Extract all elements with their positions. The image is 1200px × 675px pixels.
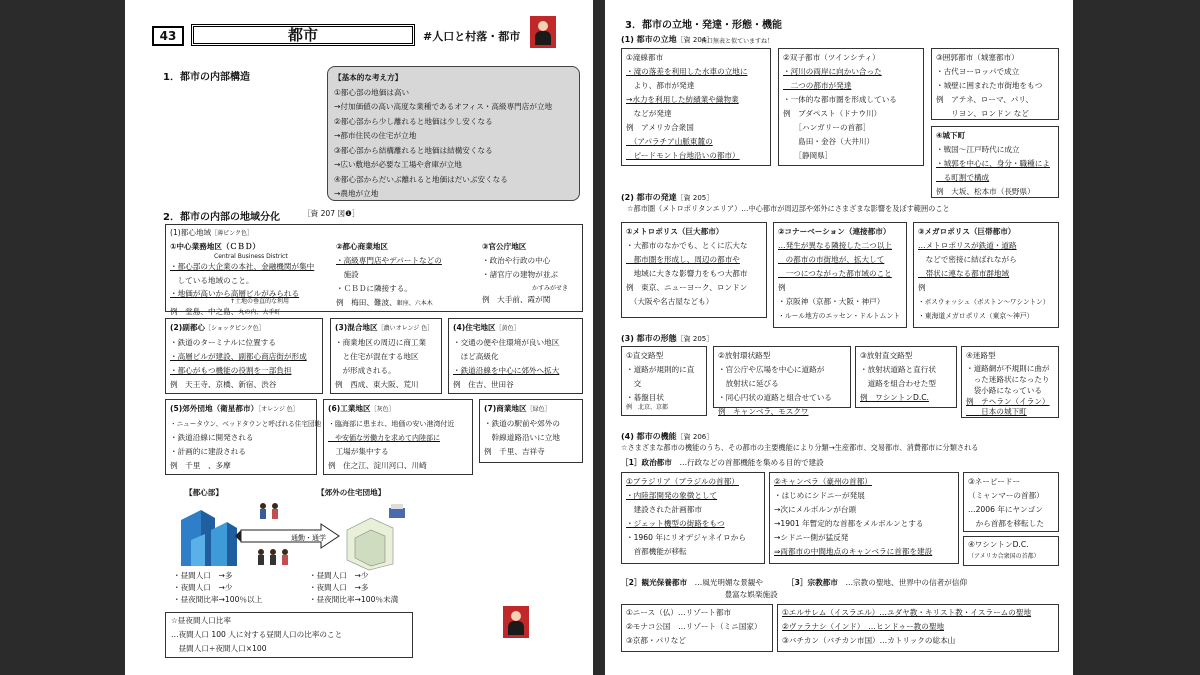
dev1-line: 都市圏を形成し、周辺の都市や — [626, 255, 740, 264]
zone1-cbd — [170, 240, 330, 316]
dev1-line: 例 東京、ニューヨーク、ロンドン — [626, 283, 748, 292]
commerce-line: ・高級専門店やデパートなどの — [336, 256, 442, 265]
dev-megalopolis-box — [913, 222, 1059, 328]
basic-concept-box — [327, 66, 580, 201]
section2-ref: ［資 207 図❶］ — [303, 209, 360, 218]
loc1-line: →水力を利用した紡績業や織物業 — [626, 95, 739, 104]
basic-line: →都市住民の住宅が立地 — [334, 131, 417, 140]
loc2-line: 二つの都市が発達 — [783, 81, 852, 90]
zone5-box: (5)郊外団地（衛星都市）［オレンジ 色］ ・ニュータウン、ベッドタウンと呼ばれる住宅団地 ・鉄道沿線に開発される ・計画的に建設される 例 千里 、多摩 — [165, 399, 317, 475]
loc-walled-box — [931, 48, 1059, 120]
loc1-line: より、都市が発達 — [626, 81, 695, 90]
cbd-title: ①中心業務地区（ＣＢＤ） — [170, 242, 260, 251]
location-hint: 谷口無表と似ていますね！ — [701, 38, 774, 45]
government-title: ③官公庁地区 — [482, 242, 527, 251]
loc2-line: ［ハンガリーの首都］ — [783, 123, 871, 132]
dev2-line: ・京阪神（京都・大阪・神戸） — [778, 297, 885, 306]
center-stats — [173, 570, 262, 606]
loc2-line: ・河川の両岸に向かい合った — [783, 67, 882, 76]
loc2-line: ・一体的な都市圏を形成している — [783, 95, 897, 104]
function-def: ☆さまざまな都市の機能のうち、その都市の主要機能により分類→生産都市、交易都市、消費都市に分類される — [621, 443, 979, 452]
cbd-example: 例 堂島、中之島、丸の内、大手町 — [170, 307, 281, 316]
zone2-line: ・鉄道のターミナルに位置する — [170, 338, 276, 347]
loc4-line: 例 大坂、松本市（長野県） — [936, 187, 1035, 196]
suburb-stat: ・夜間人口 →多 — [309, 583, 369, 592]
loc4-line: ・城郭を中心に、身分・職種によ — [936, 159, 1050, 168]
zone6-example: 例 住之江、淀川河口、川崎 — [328, 461, 427, 470]
loc4-line: る町割で構成 — [936, 173, 990, 182]
loc1-line: ピードモント台地沿いの都市） — [626, 151, 740, 160]
dev2-line: ・ルール地方のエッセン・ドルトムント — [778, 312, 901, 320]
zone5-line: ・鉄道沿線に開発される — [170, 433, 254, 442]
zone5-line: ・計画的に建設される — [170, 447, 246, 456]
dev-conurbation-box — [773, 222, 907, 328]
suburb-stat: ・昼夜間比率→100％未満 — [309, 595, 399, 604]
cbd-line: している地域のこと。 — [170, 276, 254, 285]
teacher-avatar-icon — [530, 16, 556, 48]
dev3-line: などで密接に結ばれながら — [918, 255, 1017, 264]
basic-line: ③都心部から結構離れると地価は結構安くなる — [334, 145, 493, 155]
city-illustration — [171, 500, 411, 572]
dev3-line: 例 — [918, 283, 926, 292]
tourism-desc: 豊富な娯楽施設 — [717, 590, 778, 599]
zone2-line: ・都心がもつ機能の役割を一部負担 — [170, 366, 292, 375]
dev2-line: の都市の市街地が、拡大して — [778, 255, 885, 264]
cbd-line: ・都心部の大企業の本社、金融機関が集中 — [170, 262, 315, 271]
ratio-box — [165, 612, 413, 658]
zone7-line: ・鉄道の駅前や郊外の — [484, 419, 560, 428]
loc3-line: ・古代ヨーロッパで成立 — [936, 67, 1020, 76]
loc3-line: ・城壁に囲まれた市街地をもつ — [936, 81, 1043, 90]
tourism-box: ①ニース（仏）…リゾート都市 ②モナコ公国 …リゾート（ミニ国家） ③京都・パリなど — [621, 604, 773, 652]
dev2-line: 例 — [778, 283, 786, 292]
left-page — [125, 0, 593, 675]
basic-line: ④都心部からだいぶ離れると地価はだいぶ安くなる — [334, 174, 508, 184]
page-tag: #人口と村落・都市 — [423, 30, 521, 43]
ratio-line: ☆昼夜間人口比率 — [171, 616, 231, 625]
zone5-line: ・ニュータウン、ベッドタウンと呼ばれる住宅団地 — [170, 420, 322, 428]
center-stat: ・夜間人口 →少 — [173, 583, 233, 592]
commerce-line: ・ＣＢＤに隣接する。 — [336, 284, 412, 293]
government-line: ・政治や行政の中心 — [482, 256, 551, 265]
government-ruby: かすみがせき — [532, 285, 569, 292]
religious-box: ①エルサレム（イスラエル）…ユダヤ教・キリスト教・イスラームの聖地 ②ヴァラナシ（インド） …ヒンドゥー教の聖地 ③バチカン（バチカン市国）…カトリックの総本山 — [777, 604, 1059, 652]
function-heading: (4) 都市の機能［資 206］ — [621, 432, 714, 441]
zone6-box: (6)工業地区［灰色］ ・臨海部に患まれ、地価の安い港湾付近 や安価な労働力を求めて内陸部に 工場が集中する 例 住之江、淀川河口、川崎 — [323, 399, 473, 475]
form-grid-box: ①直交路型 ・道路が規則的に直 交 ・碁盤目状 例 北京、京都 — [621, 346, 707, 416]
zone1-title: (1)都心地域［薄ピンク色］ — [170, 228, 254, 237]
commerce-line: 施設 — [336, 270, 359, 279]
pol-brasilia-box: ①ブラジリア（ブラジルの首都） ・内陸部開発の象徴として 建設された計画都市 ・ジェット機型の街路をもつ ・1960 年にリオデジャネイロから 首都機能が移転 — [621, 472, 765, 564]
dev2-line: 一つにつながった都市域のこと — [778, 269, 892, 278]
loc3-line: 例 アテネ、ローマ、パリ、 — [936, 95, 1034, 104]
loc-twin-box — [778, 48, 924, 166]
loc2-line: 島田・金谷（大井川） — [783, 137, 875, 146]
suburb-stat: ・昼間人口 →少 — [309, 571, 369, 580]
zone7-box: (7)商業地区［緑色］ ・鉄道の駅前や郊外の 幹線道路沿いに立地 例 千里、吉祥寺 — [479, 399, 583, 463]
loc1-line: ・滝の落差を利用した水車の立地に — [626, 67, 748, 76]
loc2-line: 例 ブダペスト（ドナウ川） — [783, 109, 882, 118]
dev3-line: ・東海道メガロポリス（東京～神戸） — [918, 312, 1034, 320]
zone3-line: が形成される。 — [335, 366, 396, 375]
commute-label: 通勤・通学 — [291, 534, 326, 542]
zone5-example: 例 千里 、多摩 — [170, 461, 231, 470]
political-heading: ［1］政治都市 …行政などの首都機能を集める目的で建設 — [621, 458, 824, 467]
basic-line: →広い敷地が必要な工場や倉庫が立地 — [334, 160, 462, 169]
commerce-title: ②都心商業地区 — [336, 242, 388, 251]
office-building-icon — [181, 510, 237, 566]
basic-line: →農地が立地 — [334, 189, 379, 198]
center-stat: ・昼夜間比率→100％以上 — [173, 595, 263, 604]
government-line: ・諸官庁の建物が並ぶ — [482, 270, 558, 279]
center-label: 【都心部】 — [185, 488, 223, 497]
loc2-line: ［静岡県］ — [783, 151, 833, 160]
zone2-example: 例 天王寺、京橋、新宿、渋谷 — [170, 380, 277, 389]
loc-castle-box — [931, 126, 1059, 198]
zone4-example: 例 住吉、世田谷 — [453, 380, 514, 389]
location-heading: (1) 都市の立地［資 204］ — [621, 35, 714, 44]
zone3-example: 例 西成、東大阪、荒川 — [335, 380, 419, 389]
government-example: 例 大手前、霞が関 — [482, 295, 551, 304]
form-radial-grid-box: ③放射直交路型 ・放射状道路と直行状 道路を組合わせた型 例 ワシントンD.C. — [855, 346, 957, 408]
dev1-line: （大阪や名古屋なども） — [626, 297, 714, 306]
zone1-government — [482, 240, 580, 310]
zone6-line: ・臨海部に患まれ、地価の安い港湾付近 — [328, 420, 455, 428]
page-title: 都市 — [191, 24, 415, 46]
form-maze-box: ④迷路型 ・道路網が不規則に曲が った迷路状になったり 袋小路になっている 例 テヘラン（イラン） 日本の城下町 — [961, 346, 1059, 418]
zone1-commerce — [336, 240, 476, 310]
dev-metropolis-box — [621, 222, 767, 318]
form-radial-box: ②放射環状路型 ・官公庁や広場を中心に道路が 放射状に延びる ・同心円状の道路と組合せている 例 キャンベラ、モスクワ — [713, 346, 851, 408]
cbd-line: ・地価が高いから高層ビルがみられる — [170, 289, 300, 298]
zone1-box — [165, 224, 583, 316]
dev3-title: ③メガロポリス（巨帯都市） — [918, 227, 1016, 236]
zone2-line: ・高層ビルが建設、副都心商店街が形成 — [170, 352, 307, 361]
section3-heading: 3．都市の立地・発達・形態・機能 — [625, 20, 782, 31]
center-stat: ・昼間人口 →多 — [173, 571, 233, 580]
suburb-label: 【郊外の住宅団地】 — [317, 488, 386, 497]
loc-waterfall-box — [621, 48, 771, 166]
religious-heading: ［3］宗教都市 …宗教の聖地、世界中の信者が信仰 — [787, 578, 967, 587]
pol-naypyidaw-box: ③ネーピードー （ミャンマーの首都） …2006 年にヤンゴン から首都を移転した — [963, 472, 1059, 532]
zone7-line: 幹線道路沿いに立地 — [484, 433, 560, 442]
loc2-title: ②双子都市（ツインシティ） — [783, 53, 880, 62]
loc1-line: などが発達 — [626, 109, 672, 118]
zone4-box: (4)住宅地区［黄色］ ・交通の便や住環境が良い地区 ほど高級化 ・鉄道沿線を中心に郊外へ拡大 例 住吉、世田谷 — [448, 318, 583, 394]
zone3-box: (3)混合地区［濃いオレンジ 色］ ・商業地区の周辺に商工業 と住宅が混在する地区 が形成される。 例 西成、東大阪、荒川 — [330, 318, 442, 394]
zone3-line: ・商業地区の周辺に商工業 — [335, 338, 427, 347]
ratio-line: …夜間人口 100 人に対する昼間人口の比率のこと — [171, 630, 343, 639]
dev3-line: ・ボスウォッシュ（ボストン～ワシントン） — [918, 298, 1050, 306]
cbd-note: ↑土地の垂直的な利用 — [230, 298, 290, 305]
pol-canberra-box: ②キャンベラ（豪州の首都） ・はじめにシドニーが発展 →次にメルボルンが台頭 →1901 年暫定的な首都をメルボルンとする →シドニー側が猛反発 ⇒両都市の中間地点のキャンベラに首都を建設 — [769, 472, 959, 564]
development-heading: (2) 都市の発達［資 205］ — [621, 193, 714, 202]
loc1-line: 例 アメリカ合衆国 — [626, 123, 694, 132]
form-heading: (3) 都市の形態［資 205］ — [621, 334, 714, 343]
basic-line: →付加価値の高い高度な業種であるオフィス・高級専門店が立地 — [334, 102, 553, 111]
dev2-title: ②コナーベーション（連接都市） — [778, 227, 891, 236]
cbd-en: Central Business District — [214, 253, 288, 260]
zone7-example: 例 千里、吉祥寺 — [484, 447, 545, 456]
loc3-line: リヨン、ロンドン など — [936, 109, 1029, 118]
dev3-line: …メトロポリスが鉄道・道路 — [918, 241, 1017, 250]
zone6-line: や安価な労働力を求めて内陸部に — [328, 434, 440, 442]
dev3-line: 帯状に連なる都市群地域 — [918, 269, 1010, 278]
right-page — [605, 0, 1073, 675]
teacher-avatar-icon — [503, 606, 529, 638]
basic-line: ②都心部から少し離れると地価は少し安くなる — [334, 116, 493, 126]
housing-complex-icon — [347, 504, 405, 570]
loc1-line: （アパラチア山脈東麓の — [626, 137, 713, 146]
pol-washington-box: ④ワシントンD.C. （アメリカ合衆国の首都） — [963, 536, 1059, 566]
zone4-line: ・交通の便や住環境が良い地区 — [453, 338, 560, 347]
suburb-stats — [309, 570, 398, 606]
lesson-number: 43 — [152, 26, 184, 46]
zone3-line: と住宅が混在する地区 — [335, 352, 419, 361]
loc4-title: ④城下町 — [936, 131, 966, 140]
zone6-line: 工場が集中する — [328, 447, 389, 456]
dev1-line: 地域に大きな影響力をもつ大都市 — [626, 269, 748, 278]
tourism-heading: ［2］観光保養都市 …風光明媚な景観や — [621, 578, 763, 587]
dev1-title: ①メトロポリス（巨大都市） — [626, 227, 724, 236]
zone4-line: ・鉄道沿線を中心に郊外へ拡大 — [453, 366, 560, 375]
loc1-title: ①滝線都市 — [626, 53, 664, 62]
zone2-box: (2)副都心［ショックピンク色］ ・鉄道のターミナルに位置する ・高層ビルが建設、副都心商店街が形成 ・都心がもつ機能の役割を一部負担 例 天王寺、京橋、新宿、渋谷 — [165, 318, 323, 394]
loc4-line: ・戦国～江戸時代に成立 — [936, 145, 1020, 154]
loc3-title: ③囲郭都市（城塞都市） — [936, 53, 1019, 62]
section2-heading: 2．都市の内部の地域分化 — [163, 212, 280, 223]
ratio-line: 昼間人口÷夜間人口×100 — [171, 644, 267, 653]
section1-heading: 1．都市の内部構造 — [163, 72, 250, 83]
commerce-example: 例 梅田、難波、銀座、六本木 — [336, 298, 433, 307]
dev1-line: ・大都市のなかでも、とくに広大な — [626, 241, 748, 250]
development-def: ☆都市圏（メトロポリタンエリア）…中心都市が周辺部や郊外にさまざまな影響を及ぼす範囲のこと — [627, 204, 950, 213]
dev2-line: …発生が異なる隣接した二つ以上 — [778, 241, 892, 250]
basic-header: 【基本的な考え方】 — [334, 73, 403, 82]
basic-line: ①都心部の地価は高い — [334, 87, 410, 97]
zone4-line: ほど高級化 — [453, 352, 499, 361]
